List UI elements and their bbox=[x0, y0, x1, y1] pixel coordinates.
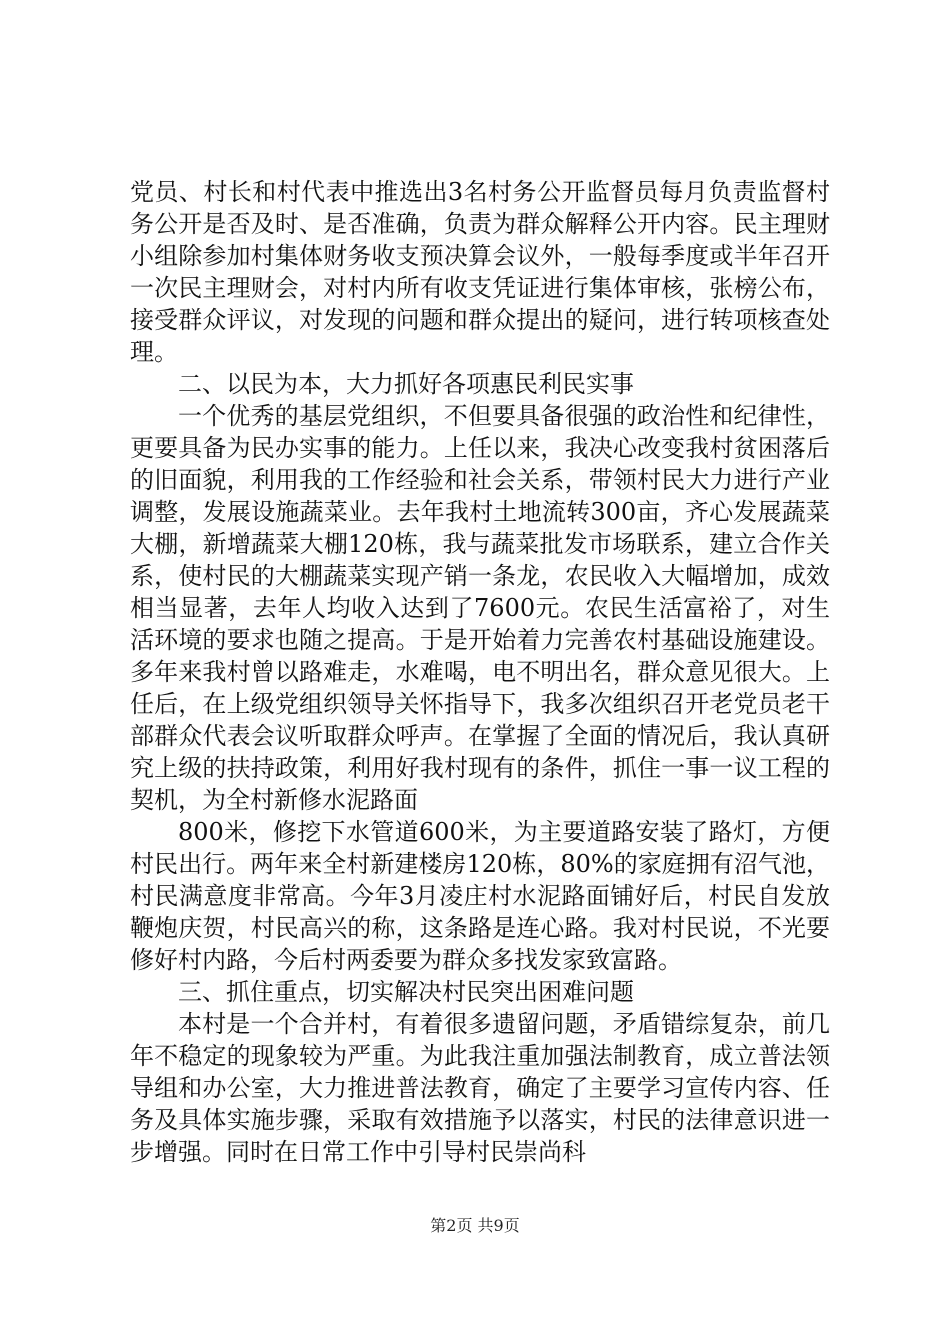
document-body bbox=[130, 176, 830, 1168]
section-heading-three: 三、抓住重点，切实解决村民突出困难问题 bbox=[178, 978, 634, 1006]
section-heading-two: 二、以民为本，大力抓好各项惠民利民实事 bbox=[178, 370, 634, 398]
page-footer: 第2页 共9页 bbox=[430, 1216, 520, 1235]
paragraph-benefits: 一个优秀的基层党组织，不但要具备很强的政治性和纪律性，更要具备为民办实事的能力。上任以来，我决心改变我村贫困落后的旧面貌，利用我的工作经验和社会关系，带领村民大力进行产业调整，发展设施蔬菜业。去年我村土地流转300亩，齐心发展蔬菜大棚，新增蔬菜大棚120栋，我与蔬菜批发市场联系，建立合作关系，使村民的大棚蔬菜实现产销一条龙，农民收入大幅增加，成效相当显著，去年人均收入达到了7600元。农民生活富裕了，对生活环境的要求也随之提高。于是开始着力完善农村基础设施建设。多年来我村曾以路难走，水难喝，电不明出名，群众意见很大。上任后，在上级党组织领导关怀指导下，我多次组织召开老党员老干部群众代表会议听取群众呼声。在掌握了全面的情况后，我认真研究上级的扶持政策，利用好我村现有的条件，抓住一事一议工程的契机，为全村新修水泥路面 bbox=[130, 402, 830, 814]
paragraph-legal-education: 本村是一个合并村，有着很多遗留问题，矛盾错综复杂，前几年不稳定的现象较为严重。为此我注重加强法制教育，成立普法领导组和办公室，大力推进普法教育，确定了主要学习宣传内容、任务及具体实施步骤，采取有效措施予以落实，村民的法律意识进一步增强。同时在日常工作中引导村民崇尚科 bbox=[130, 1010, 830, 1166]
paragraph-roads: 800米，修挖下水管道600米，为主要道路安装了路灯，方便村民出行。两年来全村新建楼房120栋，80%的家庭拥有沼气池，村民满意度非常高。今年3月凌庄村水泥路面铺好后，村民自发放鞭炮庆贺，村民高兴的称，这条路是连心路。我对村民说，不光要修好村内路，今后村两委要为群众多找发家致富路。 bbox=[130, 818, 830, 974]
paragraph-supervision: 党员、村长和村代表中推选出3名村务公开监督员每月负责监督村务公开是否及时、是否准确，负责为群众解释公开内容。民主理财小组除参加村集体财务收支预决算会议外，一般每季度或半年召开一次民主理财会，对村内所有收支凭证进行集体审核，张榜公布，接受群众评议，对发现的问题和群众提出的疑问，进行转项核查处理。 bbox=[130, 178, 830, 366]
